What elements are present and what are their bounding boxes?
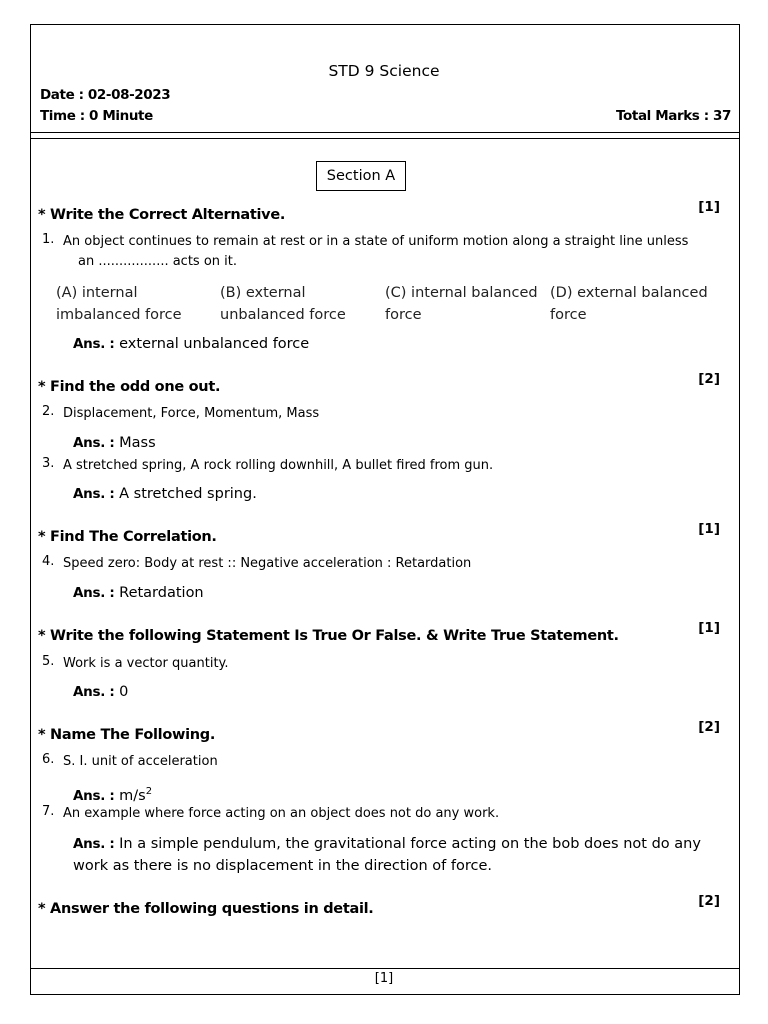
- group-heading-6: * Answer the following questions in detail.: [38, 901, 374, 917]
- answer-text: Mass: [119, 435, 156, 451]
- question-number-3: 3.: [42, 456, 55, 471]
- question-text-4: Speed zero: Body at rest :: Negative acceleration : Retardation: [63, 556, 472, 571]
- answer-label: Ans. :: [73, 684, 115, 700]
- group-marks-4: [1]: [698, 620, 720, 636]
- answer-label: Ans. :: [73, 585, 115, 601]
- answer-2: [73, 432, 156, 454]
- exam-time: Time : 0 Minute: [40, 108, 153, 124]
- header-divider-top: [31, 132, 739, 133]
- answer-text: In a simple pendulum, the gravitational force acting on the bob does not do any: [119, 836, 701, 852]
- group-heading-4: * Write the following Statement Is True Or False. & Write True Statement.: [38, 628, 619, 644]
- question-number-5: 5.: [42, 654, 55, 669]
- answer-7-cont: work as there is no displacement in the direction of force.: [73, 858, 492, 874]
- question-text-3: A stretched spring, A rock rolling downhill, A bullet fired from gun.: [63, 458, 494, 473]
- answer-label: Ans. :: [73, 787, 115, 804]
- answer-label: Ans. :: [73, 435, 115, 451]
- answer-label: Ans. :: [73, 336, 115, 352]
- answer-label: Ans. :: [73, 836, 115, 852]
- paper-title: STD 9 Science: [328, 62, 440, 80]
- question-number-1: 1.: [42, 232, 55, 247]
- section-title: Section A: [316, 161, 406, 191]
- answer-text: A stretched spring.: [119, 486, 257, 502]
- option-d: (D) external balanced force: [550, 285, 708, 323]
- group-marks-2: [2]: [698, 371, 720, 387]
- group-marks-3: [1]: [698, 521, 720, 537]
- answer-label: Ans. :: [73, 486, 115, 502]
- group-heading-5: * Name The Following.: [38, 727, 216, 743]
- question-text-2: Displacement, Force, Momentum, Mass: [63, 406, 320, 421]
- option-c: (C) internal balanced force: [385, 285, 538, 323]
- answer-superscript: 2: [145, 786, 153, 797]
- answer-3: [73, 483, 257, 505]
- question-number-7: 7.: [42, 804, 55, 819]
- header-divider-bottom: [31, 138, 739, 139]
- answer-1: [73, 333, 309, 355]
- answer-text: 0: [119, 684, 129, 700]
- group-marks-5: [2]: [698, 719, 720, 735]
- question-number-2: 2.: [42, 404, 55, 419]
- total-marks: Total Marks : 37: [616, 108, 731, 124]
- answer-5: [73, 681, 128, 703]
- group-heading-3: * Find The Correlation.: [38, 529, 217, 545]
- answer-text: Retardation: [119, 585, 204, 601]
- footer-divider: [31, 968, 739, 969]
- group-marks-6: [2]: [698, 893, 720, 909]
- question-number-6: 6.: [42, 752, 55, 767]
- question-text-1: An object continues to remain at rest or in a state of uniform motion along a straight line unless: [63, 234, 689, 249]
- group-marks-1: [1]: [698, 199, 720, 215]
- answer-7: [73, 833, 701, 855]
- answer-text: m/s: [119, 787, 146, 804]
- question-text-7: An example where force acting on an object does not do any work.: [63, 806, 500, 821]
- answer-6: [73, 781, 152, 807]
- group-heading-2: * Find the odd one out.: [38, 379, 221, 395]
- answer-text: external unbalanced force: [119, 336, 310, 352]
- exam-date: Date : 02-08-2023: [40, 87, 171, 103]
- question-text-1-cont: an ................. acts on it.: [78, 254, 238, 269]
- question-number-4: 4.: [42, 554, 55, 569]
- question-text-5: Work is a vector quantity.: [63, 656, 229, 671]
- page-number: [1]: [374, 971, 394, 986]
- question-text-6: S. I. unit of acceleration: [63, 754, 218, 769]
- option-b: (B) external unbalanced force: [220, 285, 346, 323]
- answer-4: [73, 582, 204, 604]
- group-heading-1: * Write the Correct Alternative.: [38, 207, 286, 223]
- option-a: (A) internal imbalanced force: [56, 285, 182, 323]
